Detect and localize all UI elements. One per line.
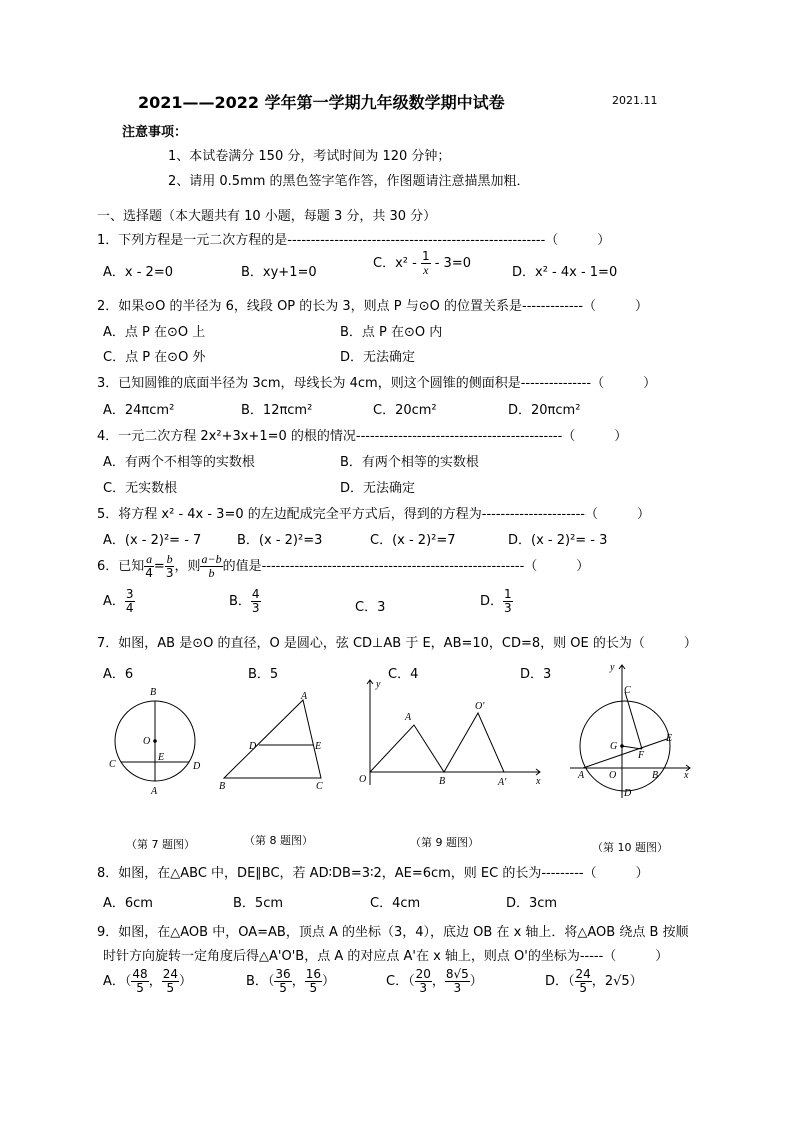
q3-option-a: A．24πcm² bbox=[103, 403, 175, 418]
q8-option-a: A．6cm bbox=[103, 896, 153, 911]
q7-stem: 7．如图，AB 是⊙O 的直径，O 是圆心，弦 CD⊥AB 于 E，AB=10，CD=8，则 OE 的长为（ ） bbox=[97, 636, 697, 651]
q5-stem: 5．将方程 x² - 4x - 3=0 的左边配成完全平方式后，得到的方程为----------------------（ ） bbox=[97, 507, 650, 522]
notice-item-2: 2、请用 0.5mm 的黑色签字笔作答，作图题请注意描黑加粗． bbox=[168, 174, 530, 189]
figure-7 bbox=[100, 683, 210, 803]
fig8-label-c: C bbox=[316, 781, 323, 792]
q7-option-a: A．6 bbox=[103, 667, 134, 682]
q3-option-b: B．12πcm² bbox=[241, 403, 313, 418]
q6-option-d: D． $\frac{1}{3}$ bbox=[480, 587, 512, 615]
q6-option-b: B． $\frac{4}{3}$ bbox=[229, 587, 260, 615]
q2-option-c: C．点 P 在⊙O 外 bbox=[103, 350, 206, 365]
q5-option-c: C．(x - 2)²=7 bbox=[370, 533, 456, 548]
q2-stem: 2．如果⊙O 的半径为 6，线段 OP 的长为 3，则点 P 与⊙O 的位置关系是-------------（ ） bbox=[97, 299, 649, 314]
q5-option-d: D．(x - 2)²= - 3 bbox=[508, 533, 608, 548]
q4-option-d: D．无法确定 bbox=[340, 481, 416, 496]
fig8-label-d: D bbox=[249, 741, 257, 752]
q2-option-a: A．点 P 在⊙O 上 bbox=[103, 325, 206, 340]
q1-stem: 1．下列方程是一元二次方程的是-------------------------------------------------------（ ） bbox=[97, 233, 611, 248]
fig7-label-e: E bbox=[158, 752, 165, 763]
q7-option-c: C．4 bbox=[388, 667, 419, 682]
q5-option-b: B．(x - 2)²=3 bbox=[237, 533, 323, 548]
q8-stem: 8．如图，在△ABC 中，DE∥BC，若 AD∶DB=3∶2，AE=6cm，则 EC 的长为---------（ ） bbox=[97, 866, 649, 881]
fig10-label-a: A bbox=[578, 770, 585, 781]
fig8-label-b: B bbox=[219, 781, 226, 792]
fig10-label-g: G bbox=[610, 741, 618, 752]
exam-date: 2021.11 bbox=[612, 94, 658, 107]
fig10-label-c: C bbox=[624, 685, 631, 696]
q3-stem: 3．已知圆锥的底面半径为 3cm，母线长为 4cm，则这个圆锥的侧面积是---------------（ ） bbox=[97, 376, 657, 391]
fig7-label-b: B bbox=[150, 687, 157, 698]
q4-option-c: C．无实数根 bbox=[103, 481, 178, 496]
fig8-label-a: A bbox=[301, 691, 308, 702]
fig10-label-o: O bbox=[609, 770, 617, 781]
fig10-label-y: y bbox=[610, 662, 615, 673]
q1-option-d: D．x² - 4x - 1=0 bbox=[512, 265, 618, 280]
fig7-center-dot bbox=[153, 739, 157, 743]
q7-option-d: D．3 bbox=[520, 667, 552, 682]
fig8-triangle bbox=[224, 700, 321, 778]
fig9-label-o-prime: O' bbox=[475, 701, 485, 712]
q6-option-a: A． $\frac{3}{4}$ bbox=[103, 587, 134, 615]
fig10-caption: （第 10 题图） bbox=[592, 841, 668, 854]
q6-option-c: C．3 bbox=[355, 600, 386, 615]
q8-option-d: D．3cm bbox=[506, 896, 558, 911]
fig8-caption: （第 8 题图） bbox=[244, 834, 313, 847]
q7-option-b: B．5 bbox=[248, 667, 279, 682]
page-title: 2021——2022 学年第一学期九年级数学期中试卷 bbox=[138, 93, 505, 112]
q9-stem-line1: 9．如图，在△AOB 中，OA=AB，顶点 A 的坐标（3，4），底边 OB 在 x 轴上．将△AOB 绕点 B 按顺 bbox=[97, 925, 689, 940]
fig9-label-y: y bbox=[376, 679, 381, 690]
fig9-label-o: O bbox=[359, 774, 367, 785]
q2-option-b: B．点 P 在⊙O 内 bbox=[340, 325, 443, 340]
section-heading: 一、选择题（本大题共有 10 小题，每题 3 分，共 30 分） bbox=[97, 209, 437, 224]
q9-option-d: D．（ $\frac{24}{5}$ ，2√5） bbox=[545, 967, 643, 995]
q4-option-b: B．有两个相等的实数根 bbox=[340, 455, 479, 470]
fig7-label-a: A bbox=[151, 786, 158, 797]
fig10-label-b: B bbox=[652, 770, 659, 781]
q3-option-c: C．20cm² bbox=[373, 403, 437, 418]
q9-stem-line2: 时针方向旋转一定角度后得△A'O'B，点 A 的对应点 A'在 x 轴上，则点 O'的坐标为-----（ ） bbox=[103, 949, 669, 964]
q3-option-d: D．20πcm² bbox=[508, 403, 581, 418]
figure-8 bbox=[214, 690, 334, 800]
fig10-segment-ae bbox=[583, 739, 667, 768]
fig8-label-e: E bbox=[315, 741, 322, 752]
fig10-label-d: D bbox=[624, 788, 632, 799]
notice-item-1: 1、本试卷满分 150 分，考试时间为 120 分钟； bbox=[168, 149, 451, 164]
fig9-label-a-prime: A' bbox=[498, 777, 507, 788]
q9-option-b: B．（ $\frac{36}{5}$ ， $\frac{16}{5}$ ） bbox=[246, 967, 336, 995]
fig9-label-b: B bbox=[439, 776, 446, 787]
q6-stem: 6．已知 $\frac{a}{4}$ = $\frac{b}{3}$ ，则 $\frac{a-b}{b}$ 的值是--------------------------------------------------------（ ） bbox=[97, 552, 590, 580]
q1-option-b: B．xy+1=0 bbox=[241, 265, 317, 280]
fig10-label-e: E bbox=[666, 733, 673, 744]
fig7-label-d: D bbox=[193, 761, 201, 772]
fig9-triangles bbox=[370, 713, 504, 772]
q8-option-b: B．5cm bbox=[233, 896, 284, 911]
q2-option-d: D．无法确定 bbox=[340, 350, 416, 365]
fig7-label-o: O bbox=[143, 736, 151, 747]
fig7-label-c: C bbox=[109, 759, 116, 770]
fig10-segment-gf bbox=[622, 746, 642, 749]
figure-10 bbox=[568, 660, 698, 800]
fig9-caption: （第 9 题图） bbox=[410, 836, 479, 849]
fig10-point-g bbox=[620, 744, 624, 748]
q4-stem: 4．一元二次方程 2x²+3x+1=0 的根的情况--------------------------------------------（ ） bbox=[97, 429, 628, 444]
q4-option-a: A．有两个不相等的实数根 bbox=[103, 455, 255, 470]
q9-option-a: A．（ $\frac{48}{5}$ ， $\frac{24}{5}$ ） bbox=[103, 967, 192, 995]
fig7-caption: （第 7 题图） bbox=[126, 838, 195, 851]
notice-heading: 注意事项： bbox=[122, 125, 188, 140]
q1-option-a: A．x - 2=0 bbox=[103, 265, 173, 280]
q8-option-c: C．4cm bbox=[370, 896, 421, 911]
fig9-label-a: A bbox=[405, 712, 412, 723]
fig9-label-x: x bbox=[536, 776, 541, 787]
q1-option-c: C．x² - $\frac{1}{x}$ - 3=0 bbox=[373, 249, 471, 277]
q5-option-a: A．(x - 2)²= - 7 bbox=[103, 533, 202, 548]
fig10-label-f: F bbox=[638, 750, 645, 761]
figure-9 bbox=[350, 675, 550, 795]
fig10-label-x: x bbox=[684, 770, 689, 781]
fig10-segment-cf bbox=[625, 692, 642, 749]
q9-option-c: C．（ $\frac{20}{3}$ ， $\frac{8√5}{3}$ ） bbox=[386, 967, 483, 995]
